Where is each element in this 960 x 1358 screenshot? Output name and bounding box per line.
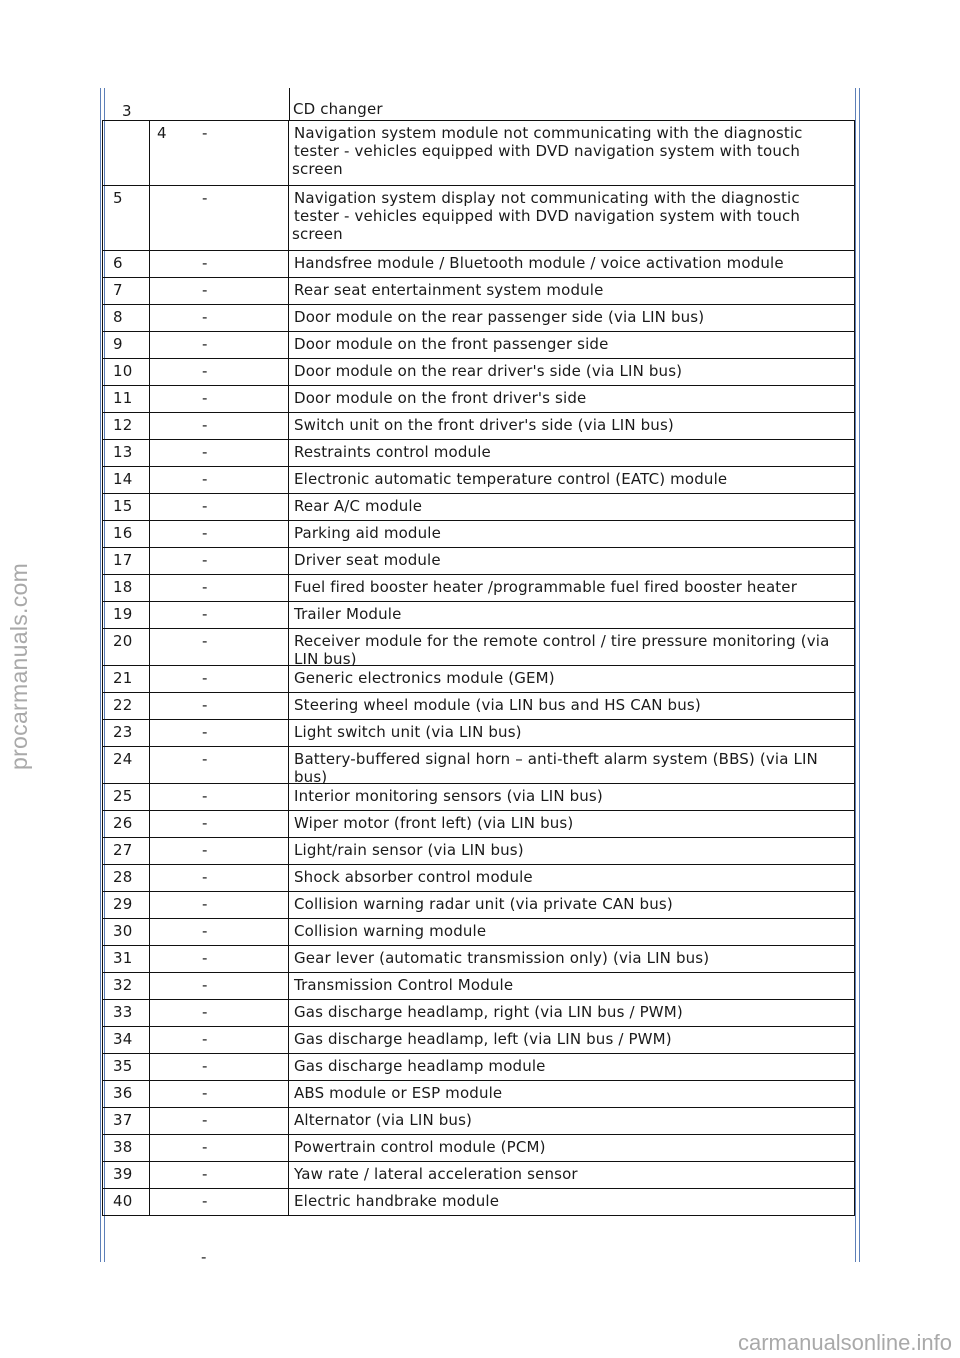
row-number: 6 [113, 254, 123, 272]
row-dash: - [202, 497, 208, 515]
description-line: Driver seat module [294, 551, 441, 569]
description-line: Door module on the front driver's side [294, 389, 587, 407]
row-dash: - [202, 1111, 208, 1129]
row-number: 26 [113, 814, 133, 832]
table-row [102, 601, 855, 628]
row-dash: - [202, 335, 208, 353]
row-dash: - [202, 814, 208, 832]
row-dash: - [202, 1057, 208, 1075]
table-row [102, 837, 855, 864]
row-description [294, 922, 848, 940]
row-number: 11 [113, 389, 133, 407]
description-line: Collision warning module [294, 922, 487, 940]
description-line: Wiper motor (front left) (via LIN bus) [294, 814, 574, 832]
row-dash: - [202, 470, 208, 488]
right-margin-rule [859, 88, 860, 1262]
table-row [102, 999, 855, 1026]
row-description [294, 470, 848, 488]
row-number: 21 [113, 669, 133, 687]
row-description [294, 254, 848, 272]
row-description [294, 669, 848, 687]
row-dash: - [202, 632, 208, 650]
row-number: 38 [113, 1138, 133, 1156]
row-number: 15 [113, 497, 133, 515]
table-row [102, 1188, 855, 1216]
row-dash: - [202, 976, 208, 994]
row-dash: - [202, 841, 208, 859]
row-number: 35 [113, 1057, 133, 1075]
row-number: 16 [113, 524, 133, 542]
trailing-dash: - [201, 1248, 207, 1266]
table-row [102, 783, 855, 810]
row-dash: - [202, 578, 208, 596]
description-line: Battery-buffered signal horn – anti-theft alarm system (BBS) (via LIN [294, 750, 818, 768]
row-number: 13 [113, 443, 133, 461]
table-row [102, 746, 855, 786]
row-number: 31 [113, 949, 133, 967]
table-row [102, 547, 855, 574]
row-dash: - [202, 1192, 208, 1210]
table-row [102, 331, 855, 358]
row-number: 4 [157, 124, 167, 142]
row-dash: - [202, 281, 208, 299]
description-line: Light/rain sensor (via LIN bus) [294, 841, 524, 859]
row-description [294, 362, 848, 380]
row-number: 33 [113, 1003, 133, 1021]
row-number: 3 [122, 102, 132, 120]
row-description [294, 1030, 848, 1048]
row-number: 40 [113, 1192, 133, 1210]
table-row [102, 918, 855, 945]
row-dash: - [202, 1165, 208, 1183]
row-number: 7 [113, 281, 123, 299]
row-description [294, 189, 848, 243]
table-row [102, 120, 855, 185]
description-line: ABS module or ESP module [294, 1084, 503, 1102]
description-line: Gas discharge headlamp, right (via LIN bus / PWM) [294, 1003, 683, 1021]
description-line: Rear A/C module [294, 497, 423, 515]
row-description [294, 723, 848, 741]
row-description [294, 787, 848, 805]
row-description: CD changer [293, 100, 383, 118]
row-description [294, 578, 848, 596]
row-description [294, 524, 848, 542]
row-description [294, 868, 848, 886]
description-line: Door module on the rear passenger side (via LIN bus) [294, 308, 705, 326]
table-row [102, 574, 855, 601]
description-line: Transmission Control Module [294, 976, 514, 994]
description-line: Navigation system module not communicating with the diagnostic [294, 124, 803, 142]
module-table [102, 88, 855, 1216]
row-description [294, 976, 848, 994]
row-dash: - [202, 362, 208, 380]
row-description [294, 1084, 848, 1102]
row-number: 34 [113, 1030, 133, 1048]
right-margin-rule-inner [855, 88, 856, 1262]
row-description [294, 895, 848, 913]
description-line: Steering wheel module (via LIN bus and HS CAN bus) [294, 696, 701, 714]
row-number: 17 [113, 551, 133, 569]
description-line: tester - vehicles equipped with DVD navigation system with touch [294, 142, 801, 160]
table-row [102, 1134, 855, 1161]
row-dash: - [202, 416, 208, 434]
row-dash: - [202, 254, 208, 272]
table-row [102, 358, 855, 385]
row-description [294, 949, 848, 967]
row-description [294, 308, 848, 326]
row-description [294, 281, 848, 299]
description-line: Rear seat entertainment system module [294, 281, 604, 299]
row-description [294, 632, 848, 668]
description-line: Restraints control module [294, 443, 491, 461]
row-dash: - [202, 787, 208, 805]
description-line: screen [292, 225, 343, 243]
table-row [102, 439, 855, 466]
row-dash: - [202, 1030, 208, 1048]
row-dash: - [202, 669, 208, 687]
table-row [102, 945, 855, 972]
table-row [102, 520, 855, 547]
table-row [102, 719, 855, 746]
row-description [294, 1192, 848, 1210]
row-dash: - [202, 551, 208, 569]
row-number: 24 [113, 750, 133, 768]
row-description [294, 416, 848, 434]
row-number: 25 [113, 787, 133, 805]
description-line: Yaw rate / lateral acceleration sensor [294, 1165, 578, 1183]
row-description [294, 1003, 848, 1021]
side-watermark: procarmanuals.com [6, 562, 32, 770]
row-dash: - [202, 895, 208, 913]
description-line: Gas discharge headlamp module [294, 1057, 546, 1075]
description-line: Interior monitoring sensors (via LIN bus) [294, 787, 603, 805]
row-number: 28 [113, 868, 133, 886]
description-line: Generic electronics module (GEM) [294, 669, 555, 687]
row-number: 29 [113, 895, 133, 913]
row-number: 18 [113, 578, 133, 596]
row-description [294, 551, 848, 569]
row-number: 27 [113, 841, 133, 859]
row-dash: - [202, 1084, 208, 1102]
row-description [294, 696, 848, 714]
row-dash: - [202, 605, 208, 623]
description-line: Fuel fired booster heater /programmable fuel fired booster heater [294, 578, 798, 596]
description-line: Door module on the rear driver's side (via LIN bus) [294, 362, 683, 380]
row-dash: - [202, 949, 208, 967]
description-line: Light switch unit (via LIN bus) [294, 723, 522, 741]
row-description [294, 750, 848, 786]
table-row [102, 466, 855, 493]
table-row-top [102, 88, 855, 120]
row-dash: - [202, 922, 208, 940]
table-row [102, 810, 855, 837]
row-dash: - [202, 1138, 208, 1156]
row-number: 32 [113, 976, 133, 994]
table-row [102, 412, 855, 439]
row-description [294, 335, 848, 353]
description-line: Alternator (via LIN bus) [294, 1111, 473, 1129]
table-row [102, 864, 855, 891]
row-dash: - [202, 696, 208, 714]
row-dash: - [202, 443, 208, 461]
description-line: Parking aid module [294, 524, 441, 542]
footer-watermark: carmanualsonline.info [737, 1330, 952, 1355]
row-dash: - [202, 750, 208, 768]
table-row [102, 277, 855, 304]
description-line: tester - vehicles equipped with DVD navigation system with touch [294, 207, 801, 225]
table-row [102, 972, 855, 999]
row-description [294, 497, 848, 515]
description-line: Electric handbrake module [294, 1192, 500, 1210]
left-margin-rule [100, 88, 101, 1262]
table-row [102, 692, 855, 719]
row-number: 5 [113, 189, 123, 207]
table-row [102, 1161, 855, 1188]
description-line: Gear lever (automatic transmission only) (via LIN bus) [294, 949, 710, 967]
row-description [294, 841, 848, 859]
row-description [294, 1138, 848, 1156]
table-row [102, 185, 855, 250]
row-number: 14 [113, 470, 133, 488]
table-row [102, 1107, 855, 1134]
description-line: Handsfree module / Bluetooth module / voice activation module [294, 254, 784, 272]
row-dash: - [202, 524, 208, 542]
table-row [102, 304, 855, 331]
row-description [294, 605, 848, 623]
table-row [102, 385, 855, 412]
table-row [102, 1080, 855, 1107]
row-description [294, 814, 848, 832]
row-number: 10 [113, 362, 133, 380]
row-dash: - [202, 308, 208, 326]
row-description [294, 443, 848, 461]
table-row [102, 493, 855, 520]
table-row [102, 891, 855, 918]
table-row [102, 1053, 855, 1080]
description-line: LIN bus) [294, 650, 357, 668]
row-dash: - [202, 868, 208, 886]
description-line: Shock absorber control module [294, 868, 533, 886]
row-dash: - [202, 124, 208, 142]
row-number: 39 [113, 1165, 133, 1183]
description-line: Gas discharge headlamp, left (via LIN bus / PWM) [294, 1030, 672, 1048]
row-dash: - [202, 1003, 208, 1021]
row-description [294, 1165, 848, 1183]
row-number: 36 [113, 1084, 133, 1102]
row-number: 12 [113, 416, 133, 434]
row-number: 9 [113, 335, 123, 353]
row-description [294, 1111, 848, 1129]
row-description [294, 124, 848, 178]
description-line: Receiver module for the remote control / tire pressure monitoring (via [294, 632, 830, 650]
row-number: 23 [113, 723, 133, 741]
table-row [102, 665, 855, 692]
row-description [294, 1057, 848, 1075]
table-row [102, 628, 855, 668]
description-line: Switch unit on the front driver's side (via LIN bus) [294, 416, 674, 434]
table-row [102, 1026, 855, 1053]
row-number: 37 [113, 1111, 133, 1129]
row-number: 19 [113, 605, 133, 623]
row-dash: - [202, 189, 208, 207]
description-line: bus) [294, 768, 328, 786]
description-line: screen [292, 160, 343, 178]
description-line: Door module on the front passenger side [294, 335, 609, 353]
row-description [294, 389, 848, 407]
row-number: 8 [113, 308, 123, 326]
row-number: 30 [113, 922, 133, 940]
row-dash: - [202, 723, 208, 741]
description-line: Trailer Module [294, 605, 402, 623]
row-number: 20 [113, 632, 133, 650]
description-line: Navigation system display not communicating with the diagnostic [294, 189, 800, 207]
description-line: Electronic automatic temperature control (EATC) module [294, 470, 728, 488]
row-dash: - [202, 389, 208, 407]
description-line: Collision warning radar unit (via private CAN bus) [294, 895, 673, 913]
description-line: Powertrain control module (PCM) [294, 1138, 546, 1156]
table-row [102, 250, 855, 277]
row-number: 22 [113, 696, 133, 714]
